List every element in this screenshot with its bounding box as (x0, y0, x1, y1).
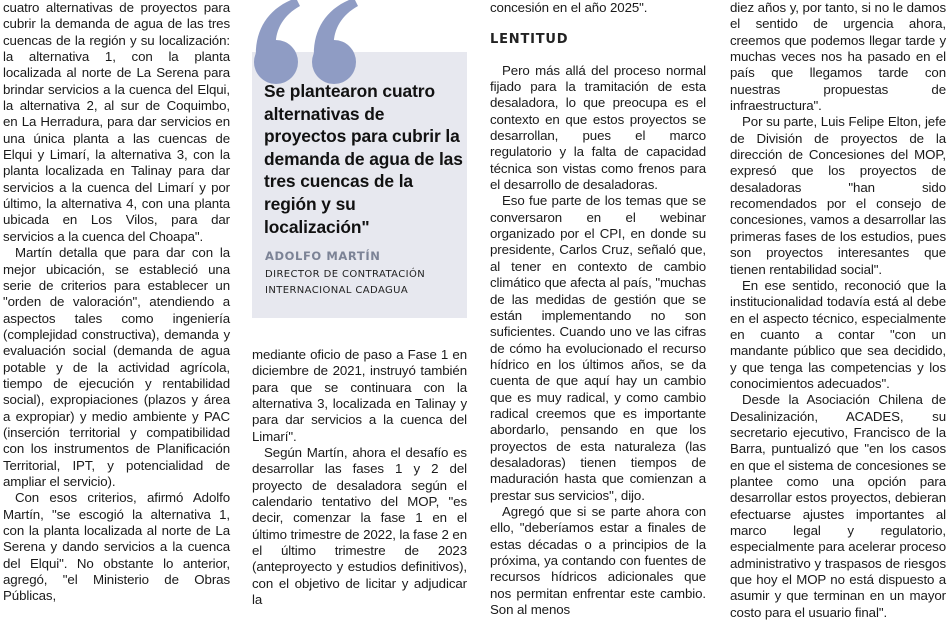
pull-quote-text: Se plantearon cuatro alternativas de proyectos para cubrir la demanda de agua de las tres cuencas de la región y su localización" (264, 81, 463, 237)
paragraph: Por su parte, Luis Felipe Elton, jefe de División de proyectos de la dirección de Concesiones del MOP, expresó que los proyectos de desaladoras "han sido recomendados por el consejo de concesiones, vamos a desarrollar las primeras fases de los estudios, pues son proyectos interesantes que tienen rentabilidad social". (730, 114, 946, 277)
paragraph: concesión en el año 2025". (490, 0, 648, 15)
paragraph: Según Martín, ahora el desafío es desarrollar las fases 1 y 2 del proyecto de desaladora según el calendario tentativo del MOP, "es decir, comenzar la fase 1 en el último trimestre de 2022, la fase 2 en el último trimestre de 2023 (anteproyecto y estudios definitivos), con el objetivo de licitar y adjudicar la (252, 445, 467, 608)
section-subheading: LENTITUD (490, 32, 569, 48)
paragraph: Martín detalla que para dar con la mejor ubicación, se estableció una serie de criterios para establecer un "orden de valoración", atendiendo a aspectos tales como ingeniería (complejidad constructiva), demanda y evaluación social (demanda de agua potable y de la actividad agrícola, tiempo de ejecución y rentabilidad social), expropiaciones (plazos y área a expropiar) y medio ambiente y PAC (inserción territorial y compatibilidad con los instrumentos de Planificación Territorial, IPT, y potencialidad de ampliar el servicio). (3, 245, 230, 489)
paragraph: cuatro alternativas de proyectos para cubrir la demanda de agua de las tres cuencas de la región y su localización: la alternativa 1, con la planta localizada al norte de La Serena para brindar servicios a la cuenca del Elqui, la alternativa 2, al sur de Coquimbo, en La Herradura, para dar servicios en una única planta a las cuencas de Elqui y Limarí, la alternativa 3, con la planta localizada en Talinay para dar servicios a la cuenca del Limarí y por último, la alternativa 4, con una planta ubicada en Los Vilos, para dar servicios a la cuenca del Choapa". (3, 0, 230, 244)
paragraph: Con esos criterios, afirmó Adolfo Martín, "se escogió la alternativa 1, con la planta localizada al norte de La Serena y dando servicios a la cuenca del Elqui". No obstante lo anterior, agregó, "el Ministerio de Obras Públicas, (3, 490, 230, 604)
article-column-1 (3, 0, 230, 605)
pull-quote-role: DIRECTOR DE CONTRATACIÓN INTERNACIONAL CADAGUA (265, 269, 426, 296)
article-column-4 (730, 0, 946, 621)
paragraph: diez años y, por tanto, si no le damos el sentido de urgencia ahora, creemos que podemos llegar tarde y muchas veces nos ha pasado en el país que llegamos tarde con nuestras propuestas de infraestructura". (730, 0, 946, 114)
paragraph: Eso fue parte de los temas que se conversaron en el webinar organizado por el CPI, en donde su presidente, Carlos Cruz, señaló que, al tener en contexto de cambio climático que afecta al país, "muchas de las medidas de gestión que se están implementando no son suficientes. Cuando uno ve las cifras de cómo ha evolucionado el recurso hídrico en los últimos años, se da cuenta de que aquí hay un cambio que es muy radical, y como cambio radical creemos que es importante abordarlo, pensando en que los proyectos de esta naturaleza (las desaladoras) tienen tiempos de maduración hasta que comienzan a prestar sus servicios", dijo. (490, 193, 706, 503)
pull-quote-author: ADOLFO MARTÍN (265, 249, 381, 263)
paragraph: En ese sentido, reconoció que la institucionalidad todavía está al debe en el aspecto técnico, especialmente en cuanto a contar "con un mandante público que sea decidido, y que tenga las competencias y los conocimientos adecuados". (730, 277, 946, 391)
paragraph: Desde la Asociación Chilena de Desalinización, ACADES, su secretario ejecutivo, Francisco de la Barra, puntualizó que "en los casos en que el sistema de concesiones se plantee como una opción para desarrollar estos proyectos, debieran efectuarse ajustes importantes al marco legal y regulatorio, especialmente para acelerar proceso administrativo y traspasos de riesgos que hoy el MOP no está dispuesto a asumir y que terminan en un mayor costo para el usuario final". (730, 392, 946, 620)
paragraph: Pero más allá del proceso normal fijado para la tramitación de esta desaladora, lo que preocupa es el contexto en que estos proyectos se desarrollan, pues el marco regulatorio y la falta de capacidad técnica son vistas como frenos para el desarrollo de desaladoras. (490, 62, 706, 193)
article-column-2 (252, 347, 467, 609)
paragraph: mediante oficio de paso a Fase 1 en diciembre de 2021, instruyó también para que se continuara con la alternativa 3, localizada en Talinay y para dar servicios a la cuenca del Limarí". (252, 347, 467, 444)
article-column-3 (490, 0, 706, 618)
paragraph: Agregó que si se parte ahora con ello, "deberíamos estar a finales de estas décadas o a principios de la próxima, ya contando con fuentes de recursos hídricos adicionales que nos permitan enfrentar este cambio. Son al menos (490, 503, 706, 618)
